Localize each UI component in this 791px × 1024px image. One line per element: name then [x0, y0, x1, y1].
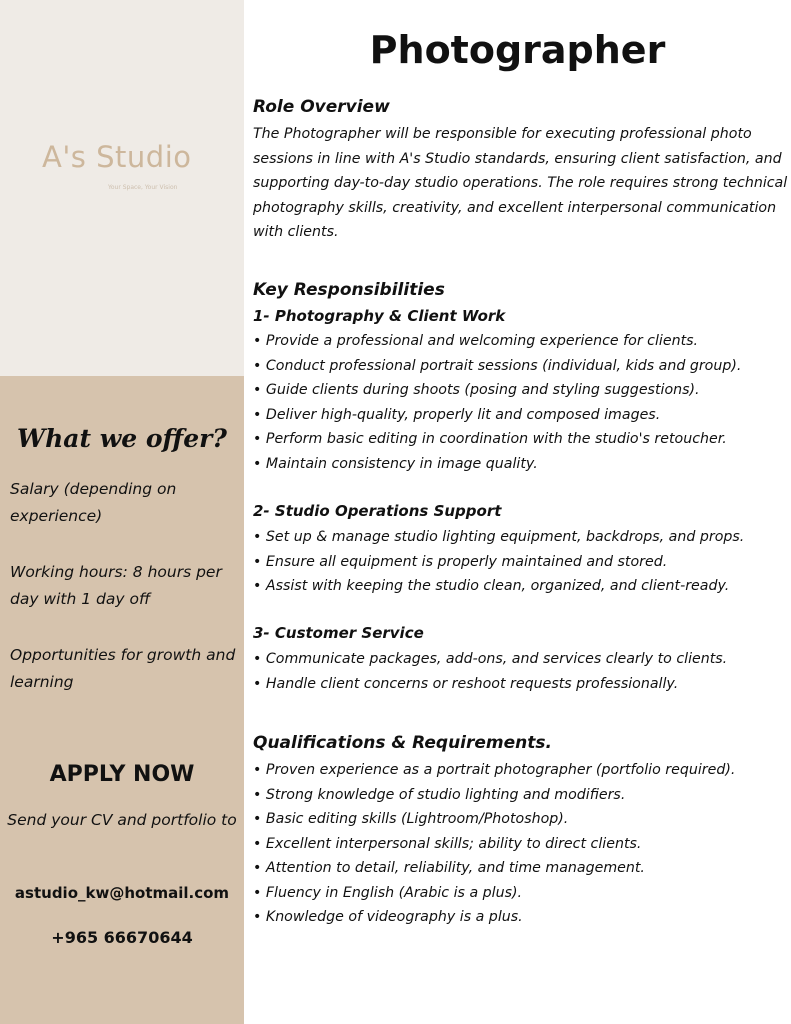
studio-logo: A's Studio — [42, 140, 192, 174]
apply-title: APPLY NOW — [49, 762, 195, 787]
role-overview-heading: Role Overview — [253, 97, 390, 117]
list-item: • Maintain consistency in image quality. — [253, 452, 789, 477]
list-item: • Set up & manage studio lighting equipment, backdrops, and props. — [253, 525, 789, 550]
responsibilities-heading: Key Responsibilities — [253, 280, 445, 300]
offer-item-salary: Salary (depending on experience) — [10, 480, 177, 525]
role-overview-text: The Photographer will be responsible for executing professional photo sessions in line with A's Studio standards, ensuring client satisfaction, and supporting day-to-day studio operations. The role requires strong technical photography skills, creativity, and excellent interpersonal communication with clients. — [253, 126, 788, 240]
list-item: • Assist with keeping the studio clean, organized, and client-ready. — [253, 574, 789, 599]
sidebar-bottom-panel — [0, 376, 244, 1024]
list-item: • Handle client concerns or reshoot requests professionally. — [253, 672, 789, 697]
list-item: • Knowledge of videography is a plus. — [253, 905, 789, 930]
list-item: • Perform basic editing in coordination with the studio's retoucher. — [253, 427, 789, 452]
list-item: • Proven experience as a portrait photographer (portfolio required). — [253, 758, 789, 783]
list-item: • Basic editing skills (Lightroom/Photoshop). — [253, 807, 789, 832]
list-item: • Fluency in English (Arabic is a plus). — [253, 881, 789, 906]
apply-phone[interactable]: +965 66670644 — [51, 928, 193, 947]
studio-tagline: Your Space, Your Vision — [108, 184, 178, 191]
operations-list — [253, 525, 789, 599]
customer-service-list — [253, 647, 789, 696]
list-item: • Ensure all equipment is properly maintained and stored. — [253, 550, 789, 575]
section-title-customer-service: 3- Customer Service — [253, 624, 424, 642]
list-item: • Deliver high-quality, properly lit and composed images. — [253, 403, 789, 428]
offer-item-hours: Working hours: 8 hours per day with 1 day off — [10, 563, 222, 608]
page-title: Photographer — [369, 28, 666, 72]
qualifications-list — [253, 758, 789, 930]
list-item: • Excellent interpersonal skills; ability to direct clients. — [253, 832, 789, 857]
list-item: • Strong knowledge of studio lighting and modifiers. — [253, 783, 789, 808]
section-title-operations: 2- Studio Operations Support — [253, 502, 502, 520]
list-item: • Provide a professional and welcoming experience for clients. — [253, 329, 789, 354]
offer-item-growth: Opportunities for growth and learning — [10, 646, 236, 691]
apply-email[interactable]: astudio_kw@hotmail.com — [14, 884, 230, 902]
section-title-photography: 1- Photography & Client Work — [253, 307, 506, 325]
list-item: • Guide clients during shoots (posing and styling suggestions). — [253, 378, 789, 403]
offer-title: What we offer? — [17, 424, 227, 453]
list-item: • Conduct professional portrait sessions (individual, kids and group). — [253, 354, 789, 379]
photography-list — [253, 329, 789, 476]
apply-instructions: Send your CV and portfolio to — [7, 811, 237, 829]
list-item: • Communicate packages, add-ons, and services clearly to clients. — [253, 647, 789, 672]
qualifications-heading: Qualifications & Requirements. — [253, 733, 552, 753]
list-item: • Attention to detail, reliability, and time management. — [253, 856, 789, 881]
